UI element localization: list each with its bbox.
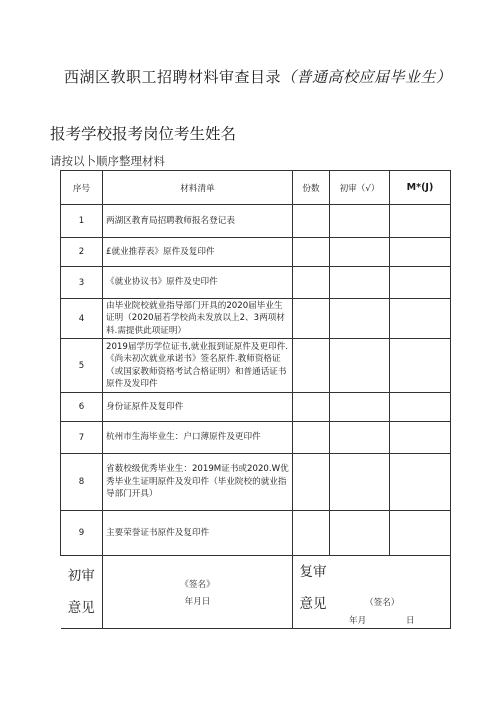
first-review-cell[interactable] bbox=[330, 205, 390, 238]
first-review-cell[interactable] bbox=[330, 393, 390, 422]
row-number: 7 bbox=[61, 422, 103, 454]
copies-cell[interactable] bbox=[293, 393, 330, 422]
title-main: 西湖区教职工招聘材料审查目录 bbox=[64, 68, 282, 86]
table-row bbox=[61, 267, 451, 299]
copies-cell[interactable] bbox=[293, 339, 330, 393]
applicant-info-line: 报考学校报考岗位考生姓名 bbox=[50, 125, 237, 143]
first-review-label-line2: 意见 bbox=[67, 600, 95, 616]
row-number: 5 bbox=[61, 339, 103, 393]
first-review-cell[interactable] bbox=[330, 454, 390, 511]
second-review-cell[interactable] bbox=[390, 339, 451, 393]
row-item: 由毕业院校就业指导部门开具的2020届毕业生证明（2020届若学校尚未发放以上2、3两项材料.需提供此项证明） bbox=[103, 299, 293, 339]
first-review-signature-label: 《签名》 bbox=[180, 579, 215, 590]
table-row bbox=[61, 299, 451, 339]
materials-table bbox=[60, 170, 451, 629]
row-number: 8 bbox=[61, 454, 103, 511]
row-number: 4 bbox=[61, 299, 103, 339]
first-review-cell[interactable] bbox=[330, 511, 390, 556]
row-item: 身份证原件及复印件 bbox=[103, 393, 293, 422]
row-item: 杭州市生海毕业生：户口薄原件及更印件 bbox=[103, 422, 293, 454]
table-row bbox=[61, 238, 451, 267]
second-review-cell[interactable] bbox=[390, 238, 451, 267]
copies-cell[interactable] bbox=[293, 454, 330, 511]
first-review-cell[interactable] bbox=[330, 299, 390, 339]
second-review-signature-label: （签名） bbox=[365, 598, 400, 608]
copies-cell[interactable] bbox=[293, 205, 330, 238]
header-copies: 份数 bbox=[293, 171, 330, 205]
row-item: 省薮校级优秀毕业生：2019M证书或2020.W优秀毕业生证明原件及发印件（毕业院校的就业指导部门开具） bbox=[103, 454, 293, 511]
copies-cell[interactable] bbox=[293, 299, 330, 339]
table-row bbox=[61, 511, 451, 556]
copies-cell[interactable] bbox=[293, 238, 330, 267]
table-row bbox=[61, 393, 451, 422]
title-subtitle: （普通高校应届毕业生） bbox=[281, 68, 452, 86]
row-item: 主要荣誉证书原件及复印件 bbox=[103, 511, 293, 556]
second-review-label-line2: 意见 bbox=[299, 596, 327, 612]
table-row bbox=[61, 339, 451, 393]
copies-cell[interactable] bbox=[293, 422, 330, 454]
second-review-date-year-label: 年月 bbox=[349, 616, 367, 626]
second-review-date-day-label: 日 bbox=[406, 616, 415, 626]
second-review-cell[interactable] bbox=[390, 299, 451, 339]
second-review-area bbox=[293, 556, 451, 629]
first-review-date-label: 年月日 bbox=[184, 596, 211, 607]
row-item: 《就业协议书》原件及史印件 bbox=[103, 267, 293, 299]
first-review-cell[interactable] bbox=[330, 339, 390, 393]
header-number: 序号 bbox=[61, 171, 103, 205]
table-row bbox=[61, 422, 451, 454]
document-title bbox=[64, 66, 452, 87]
second-review-cell[interactable] bbox=[390, 393, 451, 422]
row-item: 2019届学历学位证书,就业报到证原件及更印件.《尚未初次就业承诺书》签名原件.教师资格证（或国家教师资格考试合格证明）和普通话证书原件及发印件 bbox=[103, 339, 293, 393]
second-review-label-line1: 复审 bbox=[299, 564, 327, 580]
header-first-review: 初审（√） bbox=[330, 171, 390, 205]
first-review-cell[interactable] bbox=[330, 267, 390, 299]
second-review-cell[interactable] bbox=[390, 511, 451, 556]
row-number: 6 bbox=[61, 393, 103, 422]
row-item: £就业推荐表》原件及复印件 bbox=[103, 238, 293, 267]
signature-row bbox=[61, 556, 451, 629]
row-item: 两湖区教育局招聘教师报名登记表 bbox=[103, 205, 293, 238]
second-review-opinion-label bbox=[293, 556, 333, 616]
copies-cell[interactable] bbox=[293, 511, 330, 556]
first-review-label-line1: 初审 bbox=[67, 568, 95, 584]
second-review-cell[interactable] bbox=[390, 422, 451, 454]
first-review-cell[interactable] bbox=[330, 238, 390, 267]
copies-cell[interactable] bbox=[293, 267, 330, 299]
first-review-signature-area[interactable] bbox=[103, 556, 293, 629]
first-review-opinion-label bbox=[61, 556, 103, 629]
row-number: 1 bbox=[61, 205, 103, 238]
header-materials: 材料清单 bbox=[103, 171, 293, 205]
instruction-text: 请按以卜顺序整理材料 bbox=[50, 154, 165, 168]
row-number: 2 bbox=[61, 238, 103, 267]
first-review-cell[interactable] bbox=[330, 422, 390, 454]
second-review-cell[interactable] bbox=[390, 454, 451, 511]
second-review-cell[interactable] bbox=[390, 205, 451, 238]
table-row bbox=[61, 454, 451, 511]
row-number: 9 bbox=[61, 511, 103, 556]
table-header-row bbox=[61, 171, 451, 205]
table-row bbox=[61, 205, 451, 238]
second-review-cell[interactable] bbox=[390, 267, 451, 299]
row-number: 3 bbox=[61, 267, 103, 299]
header-second-review: M*(J) bbox=[390, 171, 451, 205]
